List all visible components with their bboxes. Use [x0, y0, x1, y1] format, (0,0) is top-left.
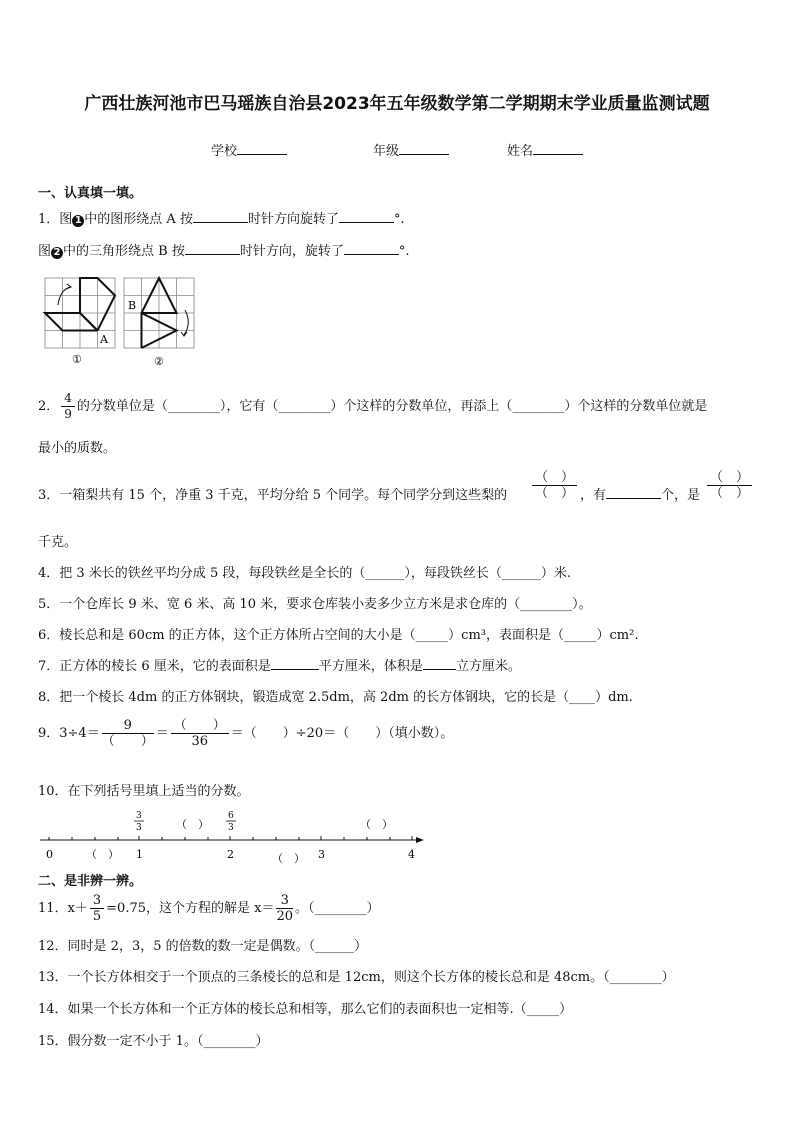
blank[interactable] [271, 657, 319, 670]
name-field: 姓名 [507, 140, 583, 159]
question-14: 14．如果一个长方体和一个正方体的棱长总和相等，那么它们的表面积也一定相等.（_____） [38, 1002, 573, 1017]
circled-number-2: 2 [51, 247, 63, 259]
section-1-heading: 一、认真填一填。 [38, 186, 143, 201]
fraction-label: 3 [136, 823, 142, 833]
section-2-heading: 二、是非辨一辨。 [38, 874, 143, 889]
question-5: 5．一个仓库长 9 米、宽 6 米、高 10 米，要求仓库装小麦多少立方米是求仓库的（________）。 [38, 597, 592, 612]
point-b-label: B [128, 299, 137, 312]
point-a-label: A [100, 333, 108, 346]
figure-1-caption: ① [72, 353, 82, 366]
question-4: 4．把 3 米长的铁丝平均分成 5 段，每段铁丝是全长的（______），每段铁丝长（______）米. [38, 566, 571, 581]
question-2-line-2: 最小的质数。 [38, 441, 117, 456]
school-field: 学校 [211, 140, 287, 159]
blank[interactable] [339, 210, 394, 223]
question-15: 15．假分数一定不小于 1。（________） [38, 1034, 269, 1049]
question-8: 8．把一个棱长 4dm 的正方体钢块，锻造成宽 2.5dm，高 2dm 的长方体钢块，它的长是（____）dm. [38, 690, 633, 705]
tick-label: 0 [46, 848, 53, 861]
question-12: 12．同时是 2，3，5 的倍数的数一定是偶数。（______） [38, 939, 368, 954]
blank[interactable] [344, 242, 399, 255]
question-6: 6．棱长总和是 60cm 的正方体，这个正方体所占空间的大小是（_____）cm³，表面积是（_____）cm². [38, 628, 639, 643]
blank[interactable] [423, 657, 456, 670]
figure-2-caption: ② [154, 355, 164, 368]
rotation-figures [40, 275, 200, 370]
question-13: 13．一个长方体相交于一个顶点的三条棱长的总和是 12cm，则这个长方体的棱长总和是 48cm。（________） [38, 970, 675, 985]
tick-label: 4 [408, 848, 415, 861]
question-10: 10．在下列括号里填上适当的分数。 [38, 784, 250, 799]
blank[interactable] [193, 210, 248, 223]
question-7: 7．正方体的棱长 6 厘米，它的表面积是 平方厘米，体积是 立方厘米。 [38, 659, 521, 674]
question-2: 2． $\frac{4}{9}$ 的分数单位是（________），它有（________）个这样的分数单位，再添上（________）个这样的分数单位就是 [38, 391, 708, 421]
answer-paren[interactable]: （ ） [272, 852, 305, 864]
fraction-label: 3 [228, 823, 234, 833]
fraction-label: 6 [228, 811, 234, 821]
number-line [38, 808, 438, 864]
question-1-line-1: 1．图 1 中的图形绕点 A 按 时针方向旋转了 °. [38, 212, 405, 227]
question-3-fraction-2: $\frac{( )}{( )}$ [705, 470, 754, 501]
question-9: 9．3÷4＝ $\frac{9}{( )}$ ＝ $\frac{( )}{36}$ ＝（ ）÷20＝（ ）（填小数）。 [38, 718, 454, 749]
answer-paren[interactable]: （ ） [360, 818, 393, 831]
fraction-label: 3 [136, 811, 142, 821]
question-3: 3．一箱梨共有 15 个，净重 3 千克，平均分给 5 个同学。每个同学分到这些梨的 [38, 488, 508, 503]
answer-paren[interactable]: （ ） [176, 818, 209, 831]
question-3-tail: ，有 个，是 [580, 488, 701, 503]
grade-field: 年级 [373, 140, 449, 159]
tick-label: 1 [136, 848, 143, 861]
question-3-unit: 千克。 [38, 535, 78, 550]
blank[interactable] [185, 242, 240, 255]
page-title: 广西壮族河池市巴马瑶族自治县2023年五年级数学第二学期期末学业质量监测试题 [84, 94, 710, 114]
circled-number-1: 1 [72, 215, 84, 227]
answer-paren[interactable]: （ ） [86, 848, 119, 861]
tick-label: 3 [318, 848, 325, 861]
tick-label: 2 [227, 848, 234, 861]
question-11: 11．x＋ $\frac{3}{5}$ =0.75，这个方程的解是 x＝ $\frac{3}{20}$ 。（________） [38, 893, 380, 924]
blank[interactable] [606, 486, 661, 499]
question-1-line-2: 图 2 中的三角形绕点 B 按 时针方向，旋转了 °. [38, 244, 410, 259]
question-3-fraction-1: $\frac{( )}{( )}$ [530, 470, 579, 501]
